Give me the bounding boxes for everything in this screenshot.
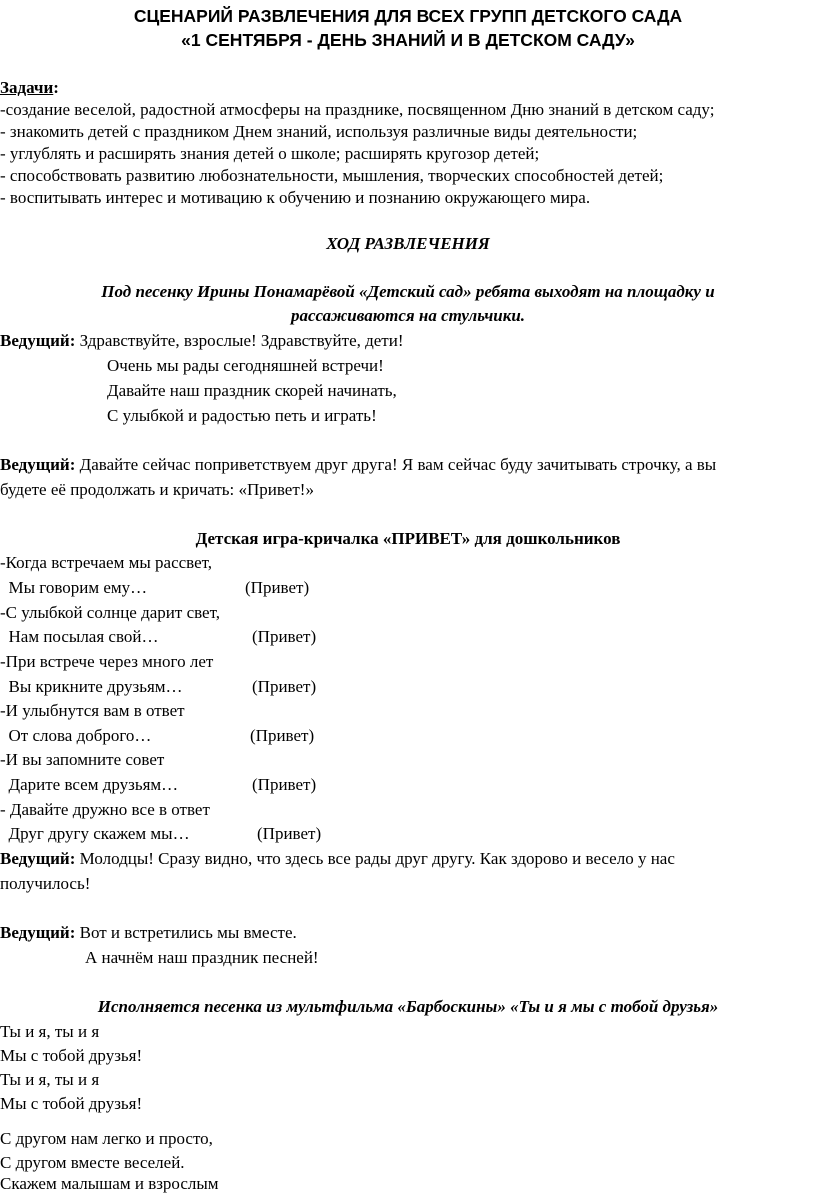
game-response: (Привет) — [245, 578, 310, 597]
song-verse-line: С другом вместе веселей. — [0, 1153, 185, 1172]
game-line: Мы говорим ему… — [0, 578, 148, 597]
task-item: - способствовать развитию любознательности, мышления, творческих способностей детей; — [0, 166, 664, 185]
song-line: Мы с тобой друзья! — [0, 1094, 143, 1113]
game-line: -Когда встречаем мы рассвет, — [0, 553, 213, 572]
song-line: Мы с тобой друзья! — [0, 1046, 143, 1065]
song-intro: Исполняется песенка из мультфильма «Барбоскины» «Ты и я мы с тобой друзья» — [97, 997, 719, 1016]
game-response: (Привет) — [257, 824, 322, 843]
game-line: Друг другу скажем мы… — [0, 824, 190, 843]
song-verse-line: С другом нам легко и просто, — [0, 1129, 213, 1148]
game-line: -И улыбнутся вам в ответ — [0, 701, 185, 720]
song-line: Ты и я, ты и я — [0, 1070, 100, 1089]
game-response: (Привет) — [252, 775, 317, 794]
host-label: Ведущий: — [0, 455, 76, 474]
host-line: Ведущий: Здравствуйте, взрослые! Здравствуйте, дети! — [0, 331, 404, 350]
intro-line: Под песенку Ирины Понамарёвой «Детский сад» ребята выходят на площадку и — [101, 282, 715, 301]
tasks-heading — [0, 76, 59, 101]
game-line: -При встрече через много лет — [0, 652, 214, 671]
host-label: Ведущий: — [0, 923, 76, 942]
game-line: Дарите всем друзьям… — [0, 775, 179, 794]
task-item: - воспитывать интерес и мотивацию к обучению и познанию окружающего мира. — [0, 188, 591, 207]
host-label: Ведущий: — [0, 849, 76, 868]
host-line: Ведущий: Давайте сейчас поприветствуем друг друга! Я вам сейчас буду зачитывать строчку, а вы — [0, 455, 717, 474]
game-line: -И вы запомните совет — [0, 750, 165, 769]
tasks-label: Задачи — [0, 78, 54, 97]
host-line: Ведущий: Вот и встретились мы вместе. — [0, 923, 297, 942]
host-label: Ведущий: — [0, 331, 76, 350]
document-title-line2: «1 СЕНТЯБРЯ - ДЕНЬ ЗНАНИЙ И В ДЕТСКОМ САДУ» — [181, 30, 635, 50]
verse-line: А начнём наш праздник песней! — [85, 948, 319, 967]
game-response: (Привет) — [250, 726, 315, 745]
host-line: Ведущий: Молодцы! Сразу видно, что здесь все рады друг другу. Как здорово и весело у нас — [0, 849, 675, 868]
game-line: От слова доброго… — [0, 726, 152, 745]
game-line: - Давайте дружно все в ответ — [0, 800, 210, 819]
song-verse-line: Скажем малышам и взрослым — [0, 1174, 219, 1193]
verse-line: Давайте наш праздник скорей начинать, — [107, 381, 397, 400]
game-line: -С улыбкой солнце дарит свет, — [0, 603, 220, 622]
task-item: - углублять и расширять знания детей о школе; расширять кругозор детей; — [0, 144, 540, 163]
host-line-cont: получилось! — [0, 874, 91, 893]
game-response: (Привет) — [252, 677, 317, 696]
document-title-line1: СЦЕНАРИЙ РАЗВЛЕЧЕНИЯ ДЛЯ ВСЕХ ГРУПП ДЕТСКОГО САДА — [133, 6, 683, 26]
game-line: Нам посылая свой… — [0, 627, 159, 646]
intro-line: рассаживаются на стульчики. — [290, 306, 526, 325]
song-line: Ты и я, ты и я — [0, 1022, 100, 1041]
tasks-colon: : — [53, 78, 59, 97]
game-line: Вы крикните друзьям… — [0, 677, 183, 696]
game-title: Детская игра-кричалка «ПРИВЕТ» для дошкольников — [195, 529, 621, 548]
task-item: -создание веселой, радостной атмосферы на празднике, посвященном Дню знаний в детском саду; — [0, 100, 715, 119]
task-item: - знакомить детей с праздником Днем знаний, используя различные виды деятельности; — [0, 122, 638, 141]
verse-line: Очень мы рады сегодняшней встречи! — [107, 356, 384, 375]
game-response: (Привет) — [252, 627, 317, 646]
verse-line: С улыбкой и радостью петь и играть! — [107, 406, 377, 425]
section-heading: ХОД РАЗВЛЕЧЕНИЯ — [326, 234, 490, 253]
host-line-cont: будете её продолжать и кричать: «Привет!» — [0, 480, 314, 499]
